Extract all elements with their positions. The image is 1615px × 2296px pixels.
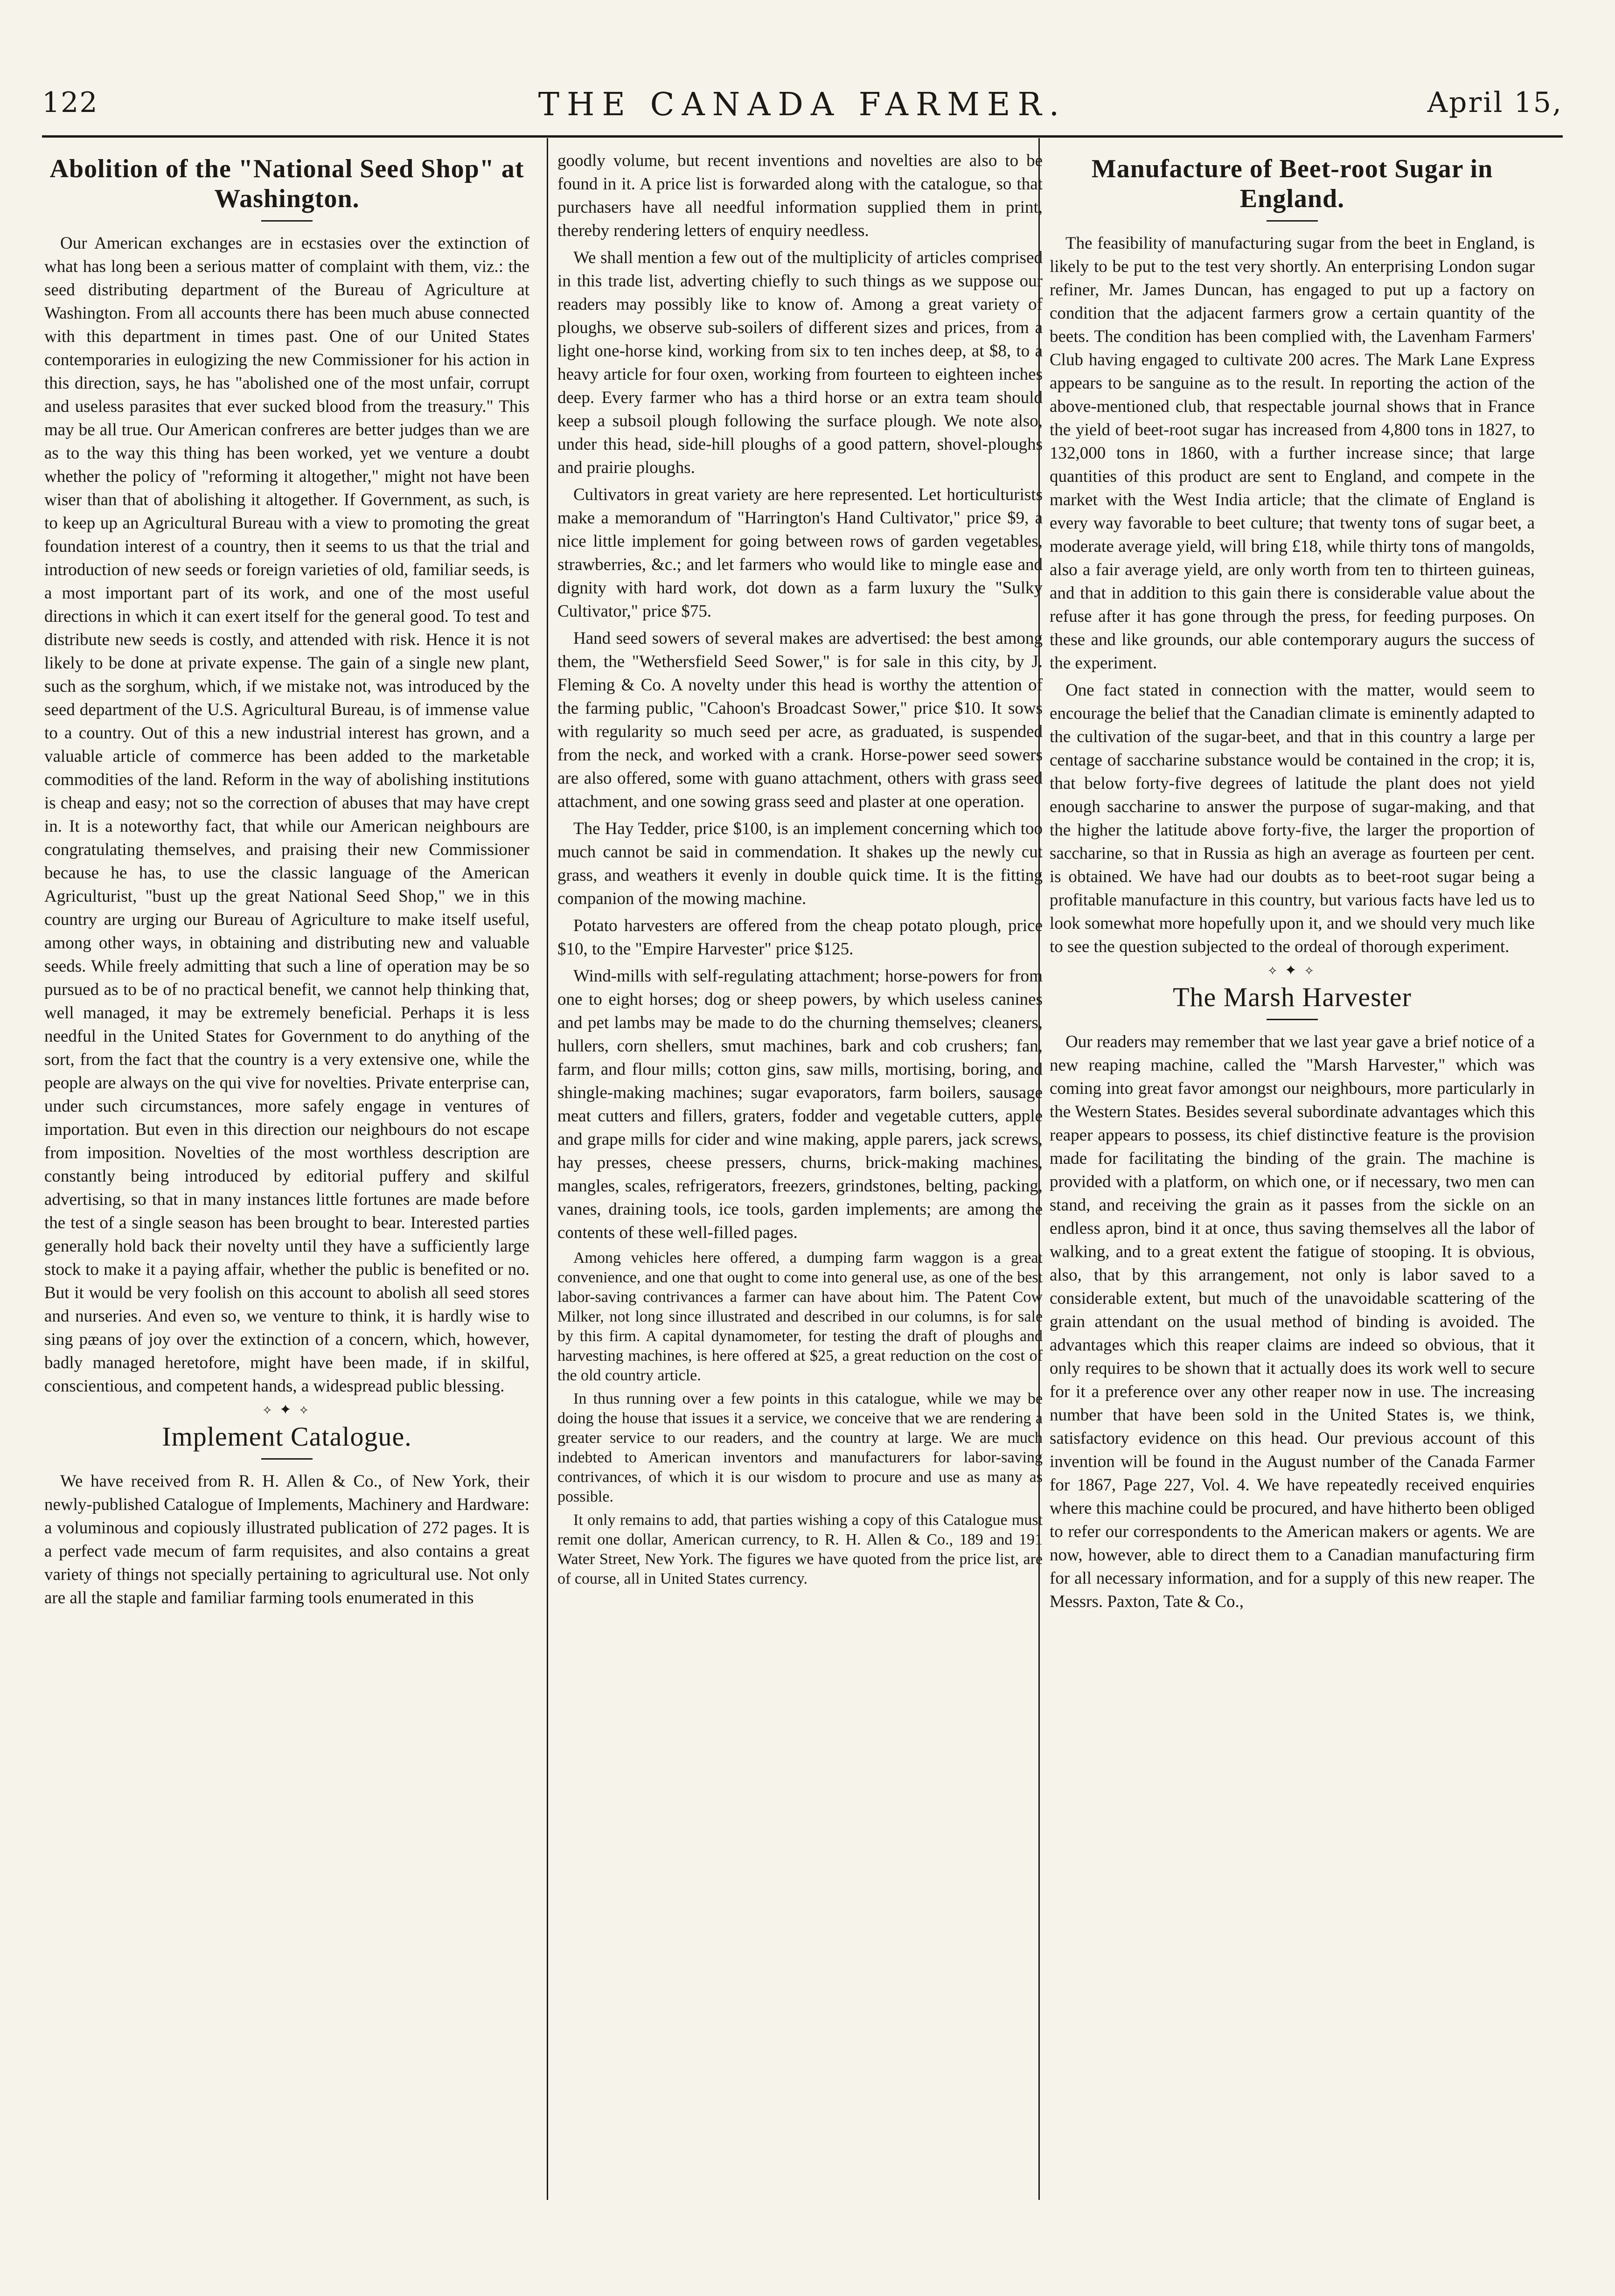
article-title-seed-shop: Abolition of the "National Seed Shop" at Washington. <box>49 154 524 213</box>
catalogue-paragraph: It only remains to add, that parties wishing a copy of this Catalogue must remit one dollar, American currency, to R. H. Allen & Co., 189 and 191 Water Street, New York. The figures we have quoted from the price list, are of course, all in United States currency. <box>557 1511 1043 1587</box>
beet-sugar-paragraph: The feasibility of manufacturing sugar from the beet in England, is likely to be put to the test very shortly. An enterprising London sugar refiner, Mr. James Duncan, has engaged to put up a factory on condition that the adjacent farmers grow a certain quantity of the beets. The condition has been complied with, the Lavenham Farmers' Club having engaged to cultivate 200 acres. The Mark Lane Express appears to be sanguine as to the result. In reporting the action of the above-mentioned club, that respectable journal shows that in France the yield of beet-root sugar has increased from 4,800 tons in 1827, to 132,000 tons in 1860, with a further increase since; that large quantities of this product are sent to England, and compete in the market with the West India article; that the climate of England is every way favorable to beet culture; that twenty tons of sugar beet, a moderate average yield, will bring £18, while thirty tons of mangolds, also a fair average yield, are only worth from ten to thirteen guineas, and that in addition to this gain there is considerable value about the refuse after it has gone through the press, for feeding purposes. On these and like grounds, our able contemporary augurs the success of the experiment. <box>1050 234 1535 673</box>
catalogue-paragraph: Cultivators in great variety are here represented. Let horticulturists make a memorandum of "Harrington's Hand Cultivator," price $9, a nice little implement for going between rows of garden vegetables, strawberries, &c.; and let farmers who would like to mingle ease and dignity with hard work, dot down as a farm luxury the "Sulky Cultivator," price $75. <box>557 485 1043 621</box>
catalogue-paragraph: Among vehicles here offered, a dumping farm waggon is a great convenience, and one that ought to come into general use, as one of the best labor-saving contrivances a farmer can have about him. The Patent Cow Milker, not long since illustrated and described in our columns, is for sale by this firm. A capital dynamometer, for testing the draft of ploughs and harvesting machines, is here offered at $25, a great reduction on the cost of the old country article. <box>557 1249 1043 1384</box>
catalogue-paragraph: In thus running over a few points in this catalogue, while we may be doing the house that issues it a service, we conceive that we are rendering a greater service to our readers, and the country at large. We are much indebted to American inventors and manufacturers for labor-saving contrivances, of which it is our wisdom to procure and use as many as possible. <box>557 1390 1043 1505</box>
page-header <box>42 86 1563 133</box>
beet-sugar-paragraph: One fact stated in connection with the matter, would seem to encourage the belief that the Canadian climate is eminently adapted to the cultivation of the sugar-beet, and that in this country a large per centage of saccharine substance would be contained in the crop; it is, that below forty-five degrees of latitude the plant does not yield enough saccharine to answer the purpose of sugar-making, and that the higher the latitude above forty-five, the larger the proportion of saccharine, so that in Russia as high an average as fourteen per cent. is obtained. We have had our doubts as to beet-root sugar being a profitable manufacture in this country, but various facts have led us to look somewhat more hopefully upon it, and we should very much like to see the question subjected to the ordeal of thorough experiment. <box>1050 681 1535 956</box>
publication-title: THE CANADA FARMER. <box>538 86 1067 123</box>
catalogue-paragraph: We shall mention a few out of the multiplicity of articles comprised in this trade list, adverting chiefly to such things as we suppose our readers may possibly like to know of. Among a great variety of ploughs, we observe sub-soilers of different sizes and prices, from a light one-horse kind, working from six to ten inches deep, at $8, to a heavy article for four oxen, working from fourteen to eighteen inches deep. Every farmer who has a third horse or an extra team should keep a subsoil plough following the surface plough. We note also, under this head, side-hill ploughs of a good pattern, shovel-ploughs and prairie ploughs. <box>557 248 1043 477</box>
header-rule <box>42 135 1563 138</box>
title-rule <box>261 1458 313 1460</box>
catalogue-paragraph: Wind-mills with self-regulating attachment; horse-powers for from one to eight horses; dog or sheep powers, by which useless canines and pet lambs may be made to do the churning themselves; cleaners, hullers, corn shellers, smut machines, bark and cob crushers; fan, farm, and flour mills; cotton gins, saw mills, mortising, boring, and shingle-making machines; sugar evaporators, farm boilers, sausage meat cutters and fillers, graters, fodder and vegetable cutters, apple and grape mills for cider and wine making, apple parers, jack screws, hay presses, cheese pressers, churns, brick-making machines, mangles, scales, refrigerators, freezers, grindstones, belting, packing, vanes, draining tools, ice tools, garden implements; are among the contents of these well-filled pages. <box>557 967 1043 1242</box>
column-2 <box>557 149 1043 2192</box>
article-title-beet-sugar: Manufacture of Beet-root Sugar in England. <box>1091 154 1493 213</box>
catalogue-paragraph: goodly volume, but recent inventions and novelties are also to be found in it. A price list is forwarded along with the catalogue, so that purchasers have all needful information supplied them in print, thereby rendering letters of enquiry needless. <box>557 151 1043 240</box>
column-1 <box>44 149 529 2192</box>
article-body-implement-catalogue: We have received from R. H. Allen & Co., of New York, their newly-published Catalogue of Implements, Machinery and Hardware: a voluminous and copiously illustrated publication of 272 pages. It is a perfect vade mecum of farm requisites, and also contains a great variety of things not specially pertaining to agricultural use. Not only are all the staple and familiar farming tools enumerated in this <box>44 1472 529 1607</box>
page-number: 122 <box>42 86 98 119</box>
issue-date: April 15, <box>1427 86 1563 119</box>
catalogue-paragraph: Potato harvesters are offered from the cheap potato plough, price $10, to the "Empire Harvester" price $125. <box>557 916 1043 959</box>
title-rule <box>1267 1019 1318 1020</box>
title-rule <box>1267 220 1318 222</box>
column-rule-1 <box>547 138 548 2200</box>
section-ornament: ⟡ ✦ ⟡ <box>1268 963 1316 977</box>
catalogue-paragraph: The Hay Tedder, price $100, is an implement concerning which too much cannot be said in commendation. It shakes up the newly cut grass, and weathers it evenly in double quick time. It is the fitting companion of the mowing machine. <box>557 819 1043 908</box>
marsh-harvester-paragraph: Our readers may remember that we last year gave a brief notice of a new reaping machine, called the "Marsh Harvester," which was coming into great favor amongst our neighbours, more particularly in the Western States. Besides several subordinate advantages which this reaper appears to possess, its chief distinctive feature is the provision made for facilitating the binding of the grain. The machine is provided with a platform, on which one, or if necessary, two men can stand, and receiving the grain as it passes from the sickle on an endless apron, bind it at once, thus saving themselves all the labor of walking, and to a great extent the fatigue of stooping. It is obvious, also, that by this arrangement, not only is labor saved to a considerable extent, but much of the unavoidable scattering of the grain attendant on the usual method of binding is avoided. The advantages which this reaper claims are indeed so obvious, that it only requires to be shown that it actually does its work well to secure for it a preference over any other reaper now in use. The increasing number that have been sold in the United States is, we think, satisfactory evidence on this head. Our previous account of this invention will be found in the August number of the Canada Farmer for 1867, Page 227, Vol. 4. We have repeatedly received enquiries where this machine could be procured, and have hitherto been obliged to refer our correspondents to the American makers or agents. We are now, however, able to direct them to a Canadian manufacturing firm for all necessary information, and for a supply of this new reaper. The Messrs. Paxton, Tate & Co., <box>1050 1032 1535 1611</box>
title-rule <box>261 220 313 222</box>
article-title-implement-catalogue: Implement Catalogue. <box>162 1421 412 1452</box>
article-title-marsh-harvester: The Marsh Harvester <box>1173 982 1412 1012</box>
article-body-seed-shop: Our American exchanges are in ecstasies over the extinction of what has long been a serious matter of complaint with them, viz.: the seed distributing department of the Bureau of Agriculture at Washington. From all accounts there has been much abuse connected with this department in times past. One of our United States contemporaries in eulogizing the new Commissioner for his action in this direction, says, he has "abolished one of the most unfair, corrupt and useless parasites that ever sucked blood from the treasury." This may be all true. Our American confreres are better judges than we are as to the way this thing has been worked, yet we venture a doubt whether the policy of "reforming it altogether," might not have been wiser than that of abolishing it altogether. If Government, as such, is to keep up an Agricultural Bureau with a view to promoting the great foundation interest of a country, then it seems to us that the trial and introduction of new seeds or foreign varieties of old, familiar seeds, is a most important part of its work, and one of the most useful directions in which it can exert itself for the general good. To test and distribute new seeds is costly, and attended with risk. Hence it is not likely to be done at private expense. The gain of a single new plant, such as the sorghum, which, if we mistake not, was introduced by the seed department of the U.S. Agricultural Bureau, is of immense value to a country. Out of this a new industrial interest has grown, and a valuable article of commerce has been added to the marketable commodities of the land. Reform in the way of abolishing institutions is cheap and easy; not so the correction of abuses that may have crept in. It is a noteworthy fact, that while our American neighbours are congratulating themselves, and praising their new Commissioner because he has, to use the classic language of the American Agriculturist, "bust up the great National Seed Shop," we in this country are urging our Bureau of Agriculture to make itself useful, among other ways, in obtaining and distributing new and valuable seeds. While freely admitting that such a line of operation may be so pursued as to be of no practical benefit, we cannot help thinking that, well managed, it may be extremely beneficial. Perhaps it is less needful in the United States for Government to do anything of the sort, from the fact that the country is a very extensive one, while the people are always on the qui vive for novelties. Private enterprise can, under such circumstances, more safely engage in ventures of importation. But even in this direction our neighbours do not escape from imposition. Novelties of the most worthless description are constantly being introduced by editorial puffery and skilful advertising, so that in many instances little fortunes are made before the test of a single season has been brought to bear. Interested parties generally hold back their novelty until they have a sufficiently large stock to make it a paying affair, whether the public is benefited or no. But it would be very foolish on this account to abolish all seed stores and nurseries. And even so, we venture to think, it is hardly wise to sing pæans of joy over the extinction of a concern, which, however, badly managed heretofore, might have been made, if in skilful, conscientious, and competent hands, a widespread public blessing. <box>44 234 529 1396</box>
catalogue-paragraph: Hand seed sowers of several makes are advertised: the best among them, the "Wethersfield Seed Sower," is for sale in this city, by J. Fleming & Co. A novelty under this head is worthy the attention of the farming public, "Cahoon's Broadcast Sower," price $10. It sows with regularity so much seed per acre, as graduated, is suspended from the neck, and worked with a crank. Horse-power seed sowers are also offered, some with guano attachment, others with grass seed attachment, and one sowing grass seed and plaster at one operation. <box>557 629 1043 811</box>
column-3 <box>1050 149 1535 2192</box>
section-ornament: ⟡ ✦ ⟡ <box>263 1403 311 1417</box>
